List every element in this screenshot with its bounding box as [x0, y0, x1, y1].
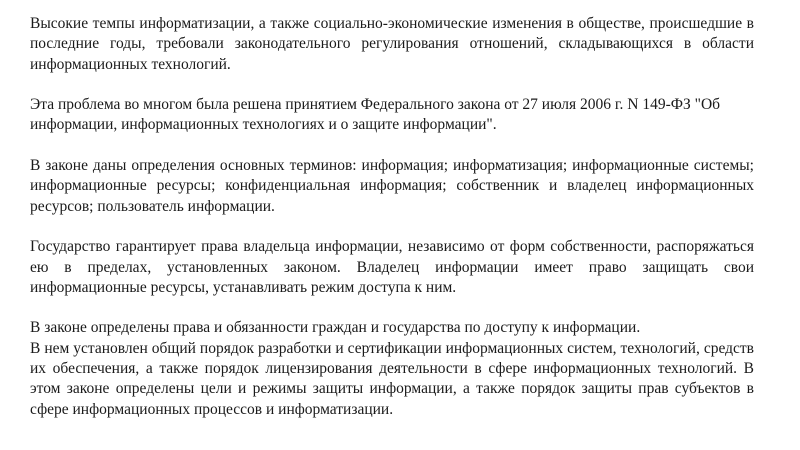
paragraph-definitions: В законе даны определения основных терминов: информация; информатизация; информационные системы; информационные ресурсы; конфиденциальная информация; собственник и владелец информационных ресурсов; пользователь информации.: [30, 157, 754, 215]
paragraph-rights-obligations: В законе определены права и обязанности граждан и государства по доступу к информации.: [30, 319, 641, 337]
paragraph-informatization: Высокие темпы информатизации, а также социально-экономические изменения в обществе, происшедшие в последние годы, требовали законодательного регулирования отношений, складывающихся в области информационных технологий.: [30, 15, 754, 73]
paragraph-federal-law: Эта проблема во многом была решена принятием Федерального закона от 27 июля 2006 г. N 149-ФЗ "Об информации, информационных технологиях и о защите информации".: [30, 96, 721, 134]
document-body: [30, 14, 754, 440]
paragraph-procedures: В нем установлен общий порядок разработки и сертификации информационных систем, технологий, средств их обеспечения, а также порядок лицензирования деятельности в сфере информационных технологий. В этом законе определены цели и режимы защиты информации, а также порядок защиты прав субъектов в сфере информационных процессов и информатизации.: [30, 339, 754, 418]
paragraph-state-guarantees: Государство гарантирует права владельца информации, независимо от форм собственности, распоряжаться ею в пределах, установленных законом. Владелец информации имеет право защищать свои информационные ресурсы, устанавливать режим доступа к ним.: [30, 238, 754, 296]
